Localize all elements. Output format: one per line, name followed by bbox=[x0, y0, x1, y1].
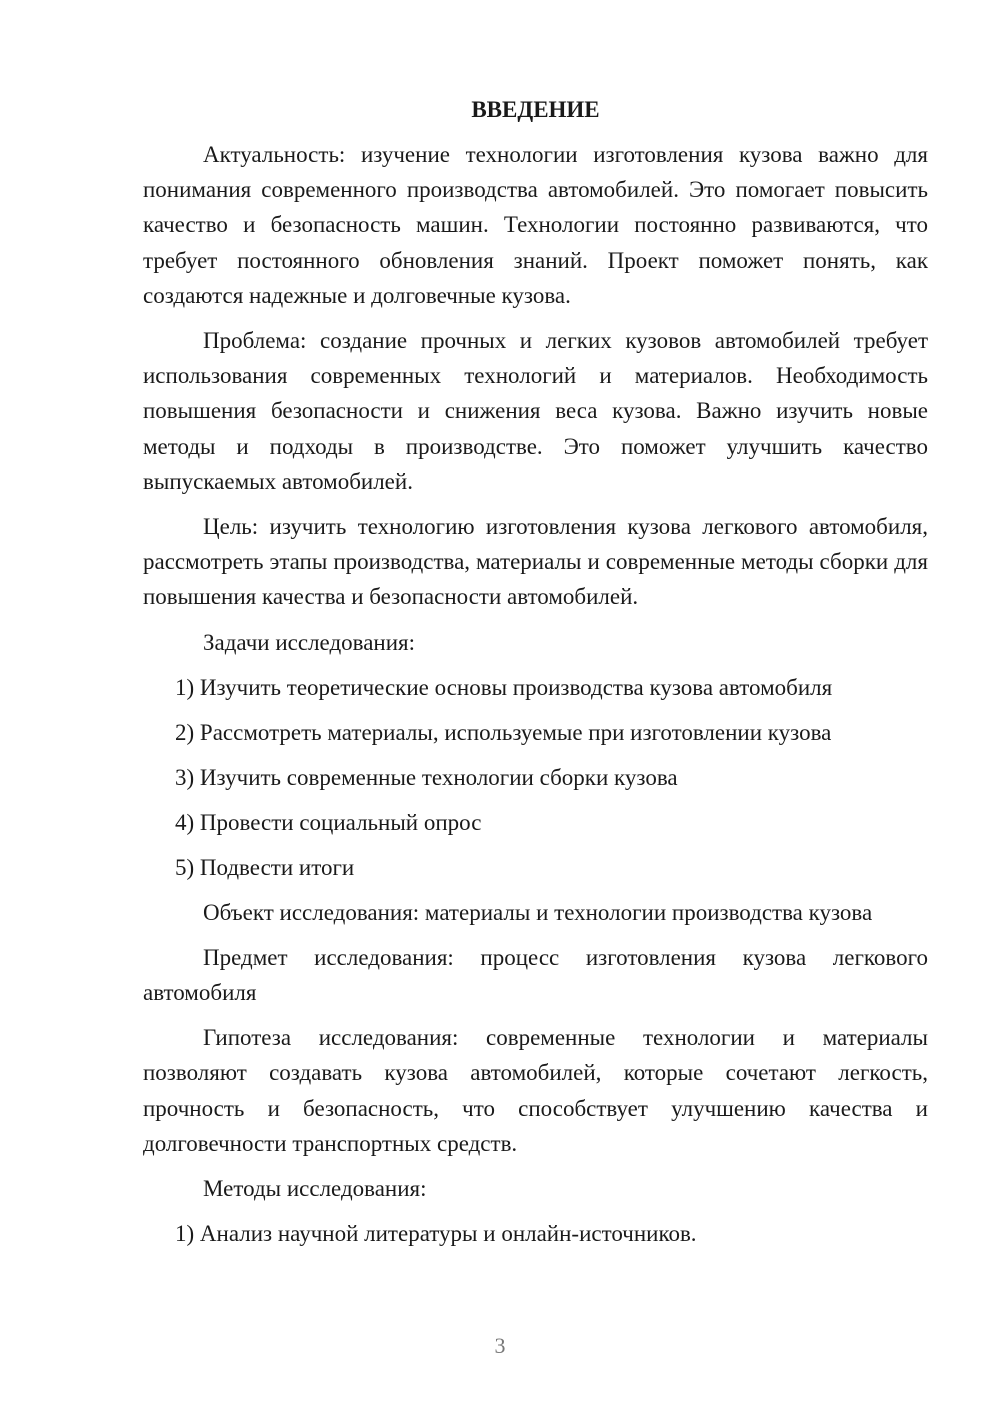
list-item: 4) Провести социальный опрос bbox=[175, 809, 482, 835]
paragraph-object: Объект исследования: материалы и технологии производства кузова bbox=[203, 899, 873, 925]
list-item: 2) Рассмотреть материалы, используемые при изготовлении кузова bbox=[175, 719, 832, 745]
list-item: 1) Изучить теоретические основы производства кузова автомобиля bbox=[175, 674, 833, 700]
methods-list bbox=[143, 1216, 928, 1251]
page-number: 3 bbox=[494, 1333, 506, 1358]
list-item: 1) Анализ научной литературы и онлайн-источников. bbox=[175, 1221, 697, 1247]
paragraph-subject: Предмет исследования: процесс изготовления кузова легкового автомобиля bbox=[143, 944, 928, 1006]
paragraph-problem: Проблема: создание прочных и легких кузовов автомобилей требует использования современных технологий и материалов. Необходимость повышения безопасности и снижения веса кузова. Важно изучить новые методы и подходы в производстве. Это поможет улучшить качество выпускаемых автомобилей. bbox=[143, 328, 928, 494]
methods-heading: Методы исследования: bbox=[203, 1176, 427, 1202]
tasks-heading: Задачи исследования: bbox=[203, 629, 416, 655]
paragraph-hypothesis: Гипотеза исследования: современные технологии и материалы позволяют создавать кузова автомобилей, которые сочетают легкость, прочность и безопасность, что способствует улучшению качества и долговечности транспортных средств. bbox=[143, 1025, 928, 1156]
list-item: 5) Подвести итоги bbox=[175, 854, 355, 880]
paragraph-goal: Цель: изучить технологию изготовления кузова легкового автомобиля, рассмотреть этапы производства, материалы и современные методы сборки для повышения качества и безопасности автомобилей. bbox=[143, 514, 928, 610]
list-item: 3) Изучить современные технологии сборки кузова bbox=[175, 764, 678, 790]
paragraph-relevance: Актуальность: изучение технологии изготовления кузова важно для понимания современного производства автомобилей. Это помогает повысить качество и безопасность машин. Технологии постоянно развиваются, что требует постоянного обновления знаний. Проект поможет понять, как создаются надежные и долговечные кузова. bbox=[143, 142, 928, 308]
document-page bbox=[143, 92, 928, 1261]
page-title: ВВЕДЕНИЕ bbox=[471, 97, 600, 122]
tasks-list bbox=[143, 670, 928, 885]
